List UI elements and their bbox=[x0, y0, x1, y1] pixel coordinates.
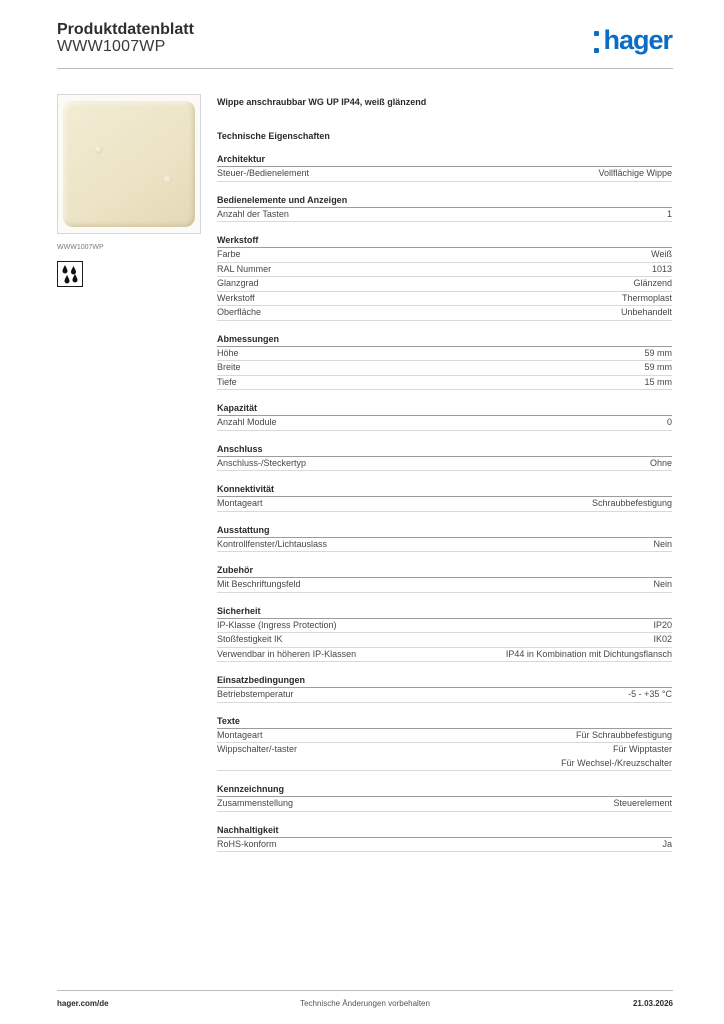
spec-value bbox=[561, 743, 672, 770]
spec-value: 0 bbox=[666, 417, 672, 427]
spec-label: Mit Beschriftungsfeld bbox=[217, 579, 301, 589]
spec-value: 59 mm bbox=[644, 347, 672, 358]
section-title: Sicherheit bbox=[217, 605, 672, 619]
properties-list bbox=[217, 153, 672, 852]
spec-label: Zusammenstellung bbox=[217, 798, 294, 808]
footer-date: 21.03.2026 bbox=[632, 999, 673, 1008]
spec-section bbox=[217, 333, 672, 391]
spec-value: Vollflächige Wippe bbox=[598, 168, 672, 178]
spec-section bbox=[217, 674, 672, 703]
logo-text: hager bbox=[603, 24, 672, 55]
spec-label: RoHS-konform bbox=[217, 838, 277, 849]
spec-value: -5 - +35 °C bbox=[628, 689, 672, 699]
spec-section bbox=[217, 153, 672, 182]
rocker-plate bbox=[63, 101, 195, 227]
section-title: Nachhaltigkeit bbox=[217, 824, 672, 838]
section-title: Konnektivität bbox=[217, 483, 672, 497]
spec-value: Ja bbox=[662, 838, 672, 849]
spec-value: Für Schraubbefestigung bbox=[575, 729, 672, 740]
spec-value: Steuerelement bbox=[613, 798, 672, 808]
ip-protection-icon bbox=[57, 261, 83, 287]
spec-value: 1013 bbox=[651, 263, 672, 274]
product-name: Wippe anschraubbar WG UP IP44, weiß glänzend bbox=[217, 97, 427, 107]
spec-section bbox=[217, 234, 672, 321]
spec-value: Thermoplast bbox=[621, 292, 672, 303]
spec-value-line: Für Wipptaster bbox=[612, 744, 672, 754]
spec-value: IP44 in Kombination mit Dichtungsflansch bbox=[505, 648, 672, 659]
spec-row bbox=[217, 538, 672, 553]
page-header bbox=[57, 20, 673, 69]
spec-label: Anzahl Module bbox=[217, 417, 277, 427]
spec-row bbox=[217, 729, 672, 744]
page-footer bbox=[57, 990, 673, 1011]
spec-row bbox=[217, 497, 672, 512]
spec-row bbox=[217, 292, 672, 307]
spec-label: Tiefe bbox=[217, 376, 237, 387]
spec-section bbox=[217, 524, 672, 553]
spec-section bbox=[217, 783, 672, 812]
spec-row bbox=[217, 416, 672, 431]
spec-value: Nein bbox=[653, 538, 672, 549]
spec-row bbox=[217, 347, 672, 362]
screw-hole-top bbox=[94, 145, 103, 154]
spec-label: Farbe bbox=[217, 249, 241, 259]
spec-section bbox=[217, 824, 672, 853]
spec-label: Kontrollfenster/Lichtauslass bbox=[217, 538, 328, 549]
spec-value: Weiß bbox=[651, 249, 672, 259]
spec-row bbox=[217, 578, 672, 593]
section-title: Abmessungen bbox=[217, 333, 672, 347]
spec-row bbox=[217, 688, 672, 703]
spec-row bbox=[217, 277, 672, 292]
product-code: WWW1007WP bbox=[57, 38, 166, 55]
spec-section bbox=[217, 402, 672, 431]
spec-row bbox=[217, 619, 672, 634]
technical-properties-heading: Technische Eigenschaften bbox=[217, 131, 330, 141]
spec-row bbox=[217, 361, 672, 376]
section-title: Anschluss bbox=[217, 443, 672, 457]
hager-logo bbox=[594, 24, 672, 56]
spec-label: Anschluss-/Steckertyp bbox=[217, 457, 307, 468]
spec-row bbox=[217, 248, 672, 263]
spec-value: 1 bbox=[666, 208, 672, 219]
screw-hole-bottom bbox=[163, 175, 172, 184]
section-title: Werkstoff bbox=[217, 234, 672, 248]
spec-value: Unbehandelt bbox=[620, 307, 672, 317]
spec-row bbox=[217, 743, 672, 771]
spec-row bbox=[217, 838, 672, 853]
spec-value: Ohne bbox=[649, 457, 672, 468]
spec-row bbox=[217, 797, 672, 812]
product-details bbox=[217, 95, 672, 852]
spec-label: Oberfläche bbox=[217, 307, 262, 317]
section-title: Einsatzbedingungen bbox=[217, 674, 672, 688]
section-title: Zubehör bbox=[217, 564, 672, 578]
spec-row bbox=[217, 376, 672, 391]
spec-value: IP20 bbox=[653, 619, 672, 630]
spec-row bbox=[217, 648, 672, 663]
document-title: Produktdatenblatt bbox=[57, 21, 194, 38]
spec-value: Glänzend bbox=[633, 278, 672, 288]
spec-row bbox=[217, 306, 672, 321]
spec-label: Werkstoff bbox=[217, 292, 255, 303]
spec-value: 59 mm bbox=[644, 362, 672, 372]
spec-row bbox=[217, 208, 672, 223]
section-title: Ausstattung bbox=[217, 524, 672, 538]
spec-row bbox=[217, 263, 672, 278]
spec-label: Betriebstemperatur bbox=[217, 689, 294, 699]
footer-website[interactable]: hager.com/de bbox=[57, 999, 109, 1008]
spec-row bbox=[217, 633, 672, 648]
footer-disclaimer: Technische Änderungen vorbehalten bbox=[300, 999, 430, 1008]
spec-label: Montageart bbox=[217, 498, 263, 508]
section-title: Texte bbox=[217, 715, 672, 729]
spec-label: Wippschalter/-taster bbox=[217, 744, 298, 754]
spec-section bbox=[217, 605, 672, 663]
section-title: Architektur bbox=[217, 153, 672, 167]
spec-value: Nein bbox=[653, 579, 672, 589]
spec-row bbox=[217, 167, 672, 182]
spec-value: IK02 bbox=[653, 634, 672, 644]
spec-section bbox=[217, 564, 672, 593]
spec-label: Höhe bbox=[217, 347, 239, 358]
spec-section bbox=[217, 443, 672, 472]
product-image bbox=[57, 94, 201, 234]
spec-label: RAL Nummer bbox=[217, 263, 272, 274]
spec-row bbox=[217, 457, 672, 472]
spec-section bbox=[217, 715, 672, 772]
section-title: Kennzeichnung bbox=[217, 783, 672, 797]
spec-value: Schraubbefestigung bbox=[591, 498, 672, 508]
spec-label: Stoßfestigkeit IK bbox=[217, 634, 283, 644]
section-title: Bedienelemente und Anzeigen bbox=[217, 194, 672, 208]
logo-colon-icon bbox=[594, 31, 602, 53]
section-title: Kapazität bbox=[217, 402, 672, 416]
spec-value-line: Für Wechsel-/Kreuzschalter bbox=[561, 757, 672, 768]
spec-value: 15 mm bbox=[644, 376, 672, 387]
spec-label: Breite bbox=[217, 362, 241, 372]
spec-section bbox=[217, 194, 672, 223]
spec-label: IP-Klasse (Ingress Protection) bbox=[217, 619, 337, 630]
image-caption: WWW1007WP bbox=[57, 244, 104, 251]
spec-label: Glanzgrad bbox=[217, 278, 259, 288]
spec-label: Anzahl der Tasten bbox=[217, 208, 289, 219]
spec-section bbox=[217, 483, 672, 512]
spec-label: Verwendbar in höheren IP-Klassen bbox=[217, 648, 357, 659]
spec-label: Montageart bbox=[217, 729, 263, 740]
spec-label: Steuer-/Bedienelement bbox=[217, 168, 310, 178]
